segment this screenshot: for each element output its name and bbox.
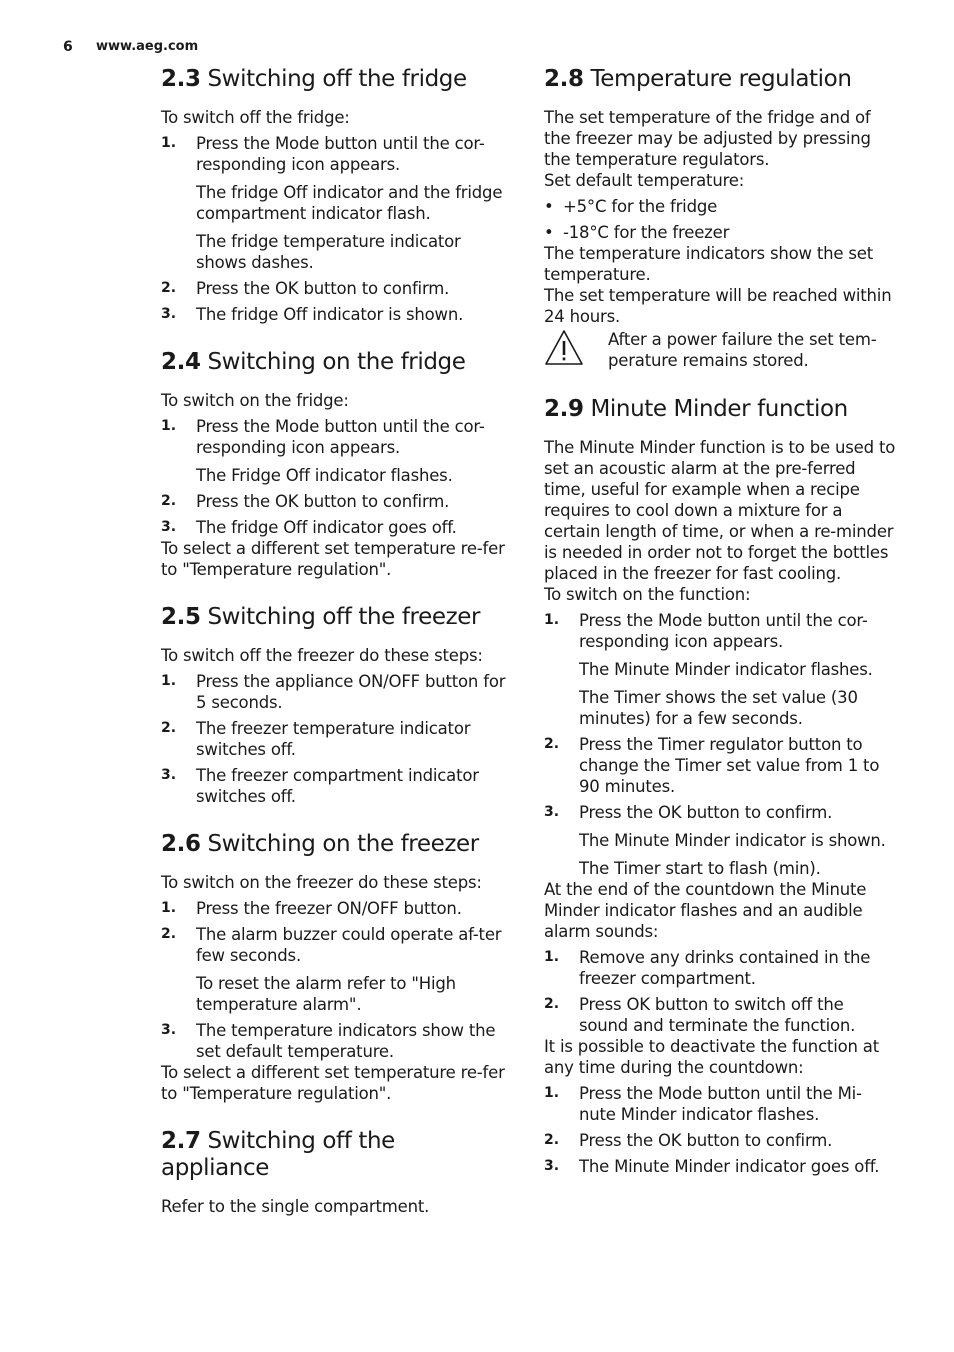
body-text: Set default temperature: [544, 171, 745, 190]
step-number: 3. [544, 1158, 560, 1174]
step-item [544, 802, 896, 823]
step-number: 3. [161, 767, 177, 783]
bullet-item [544, 196, 896, 217]
step-number: 3. [161, 306, 177, 322]
body-text: The set temperature of the fridge and of the freezer may be adjusted by pressing the temperature regulators. [544, 108, 871, 169]
step-note: The Minute Minder indicator is shown. [579, 831, 886, 850]
step-number: 1. [544, 949, 560, 965]
step-number: 1. [544, 612, 560, 628]
warning-text: After a power failure the set tem-perature remains stored. [608, 330, 877, 370]
intro-text: To switch off the freezer do these steps: [161, 646, 483, 665]
bullet-icon: • [544, 197, 554, 216]
step-text: Press the Mode button until the Mi-nute Minder indicator flashes. [579, 1084, 862, 1124]
intro-text: To switch on the fridge: [161, 391, 349, 410]
step-item [544, 734, 896, 797]
step-item [161, 898, 513, 919]
step-note: The fridge temperature indicator shows dashes. [196, 232, 461, 272]
section-title: Switching off the fridge [207, 66, 467, 92]
step-item [161, 924, 513, 966]
section-2-3 [161, 66, 513, 325]
step-number: 1. [544, 1085, 560, 1101]
step-item [161, 304, 513, 325]
section-number: 2.9 [544, 396, 584, 422]
step-note: The Fridge Off indicator flashes. [196, 466, 453, 485]
step-number: 2. [544, 1132, 560, 1148]
section-2-7 [161, 1128, 513, 1217]
website-url: www.aeg.com [96, 39, 199, 54]
step-note: The fridge Off indicator and the fridge compartment indicator flash. [196, 183, 503, 223]
step-item [161, 416, 513, 458]
page-number: 6 [63, 39, 73, 55]
section-number: 2.7 [161, 1128, 201, 1154]
step-note: The Timer start to flash (min). [579, 859, 821, 878]
section-number: 2.3 [161, 66, 201, 92]
step-number: 1. [161, 900, 177, 916]
step-number: 1. [161, 673, 177, 689]
step-text: The Minute Minder indicator goes off. [579, 1157, 880, 1176]
section-heading [544, 66, 896, 93]
step-text: Press OK button to switch off the sound and terminate the function. [579, 995, 856, 1035]
right-column [544, 66, 896, 1177]
section-heading [161, 66, 513, 93]
step-item [161, 517, 513, 538]
step-text: Press the Mode button until the cor-responding icon appears. [196, 134, 485, 174]
bullet-text: -18°C for the freezer [563, 223, 730, 242]
step-item [161, 278, 513, 299]
step-text: The fridge Off indicator is shown. [196, 305, 464, 324]
step-item [544, 1083, 896, 1125]
section-number: 2.5 [161, 604, 201, 630]
step-text: Press the Mode button until the cor-responding icon appears. [579, 611, 868, 651]
step-item [161, 491, 513, 512]
step-number: 2. [161, 926, 177, 942]
warning-note [544, 329, 896, 373]
section-heading [161, 349, 513, 376]
step-text: Press the Mode button until the cor-responding icon appears. [196, 417, 485, 457]
step-text: Press the Timer regulator button to change the Timer set value from 1 to 90 minutes. [579, 735, 880, 796]
bullet-text: +5°C for the fridge [563, 197, 718, 216]
intro-text: To switch off the fridge: [161, 108, 350, 127]
body-text: It is possible to deactivate the function at any time during the countdown: [544, 1037, 879, 1077]
step-text: The freezer compartment indicator switches off. [196, 766, 479, 806]
step-item [161, 718, 513, 760]
intro-text: Refer to the single compartment. [161, 1197, 430, 1216]
step-number: 2. [161, 720, 177, 736]
step-number: 3. [161, 1022, 177, 1038]
section-number: 2.6 [161, 831, 201, 857]
step-item [161, 765, 513, 807]
step-number: 3. [161, 519, 177, 535]
step-number: 2. [544, 736, 560, 752]
section-number: 2.4 [161, 349, 201, 375]
step-item [544, 610, 896, 652]
body-text: At the end of the countdown the Minute Minder indicator flashes and an audible alarm sounds: [544, 880, 867, 941]
body-text: The Minute Minder function is to be used to set an acoustic alarm at the pre-ferred time, useful for example when a recipe requires to cool down a mixture for a certain length of time, or when a re-minder is needed in order not to forget the bottles placed in the freezer for fast cooling. [544, 438, 896, 583]
step-text: Press the OK button to confirm. [579, 1131, 833, 1150]
section-2-9 [544, 396, 896, 1177]
step-text: The alarm buzzer could operate af-ter few seconds. [196, 925, 502, 965]
step-text: Press the OK button to confirm. [579, 803, 833, 822]
body-text: The set temperature will be reached within 24 hours. [544, 286, 892, 326]
section-2-6 [161, 831, 513, 1104]
section-heading [161, 1128, 421, 1182]
section-title: Switching off the freezer [207, 604, 481, 630]
step-item [544, 947, 896, 989]
step-text: Press the freezer ON/OFF button. [196, 899, 462, 918]
section-number: 2.8 [544, 66, 584, 92]
step-number: 1. [161, 135, 177, 151]
step-note: The Minute Minder indicator flashes. [579, 660, 873, 679]
step-item [544, 1156, 896, 1177]
body-text: To switch on the function: [544, 585, 751, 604]
step-note: The Timer shows the set value (30 minutes) for a few seconds. [579, 688, 858, 728]
step-item [161, 671, 513, 713]
section-title: Switching on the fridge [207, 349, 466, 375]
step-number: 2. [161, 280, 177, 296]
step-number: 2. [161, 493, 177, 509]
step-number: 3. [544, 804, 560, 820]
step-text: Press the OK button to confirm. [196, 492, 450, 511]
section-2-8 [544, 66, 896, 373]
section-title: Minute Minder function [590, 396, 848, 422]
step-item [161, 1020, 513, 1062]
bullet-icon: • [544, 223, 554, 242]
note-text: To select a different set temperature re-fer to "Temperature regulation". [161, 539, 505, 579]
step-note: To reset the alarm refer to "High temperature alarm". [196, 974, 456, 1014]
step-text: Remove any drinks contained in the freezer compartment. [579, 948, 871, 988]
section-title: Temperature regulation [590, 66, 852, 92]
step-text: The fridge Off indicator goes off. [196, 518, 457, 537]
section-2-4 [161, 349, 513, 580]
section-title: Switching off the appliance [161, 1128, 395, 1181]
step-number: 2. [544, 996, 560, 1012]
section-heading [544, 396, 896, 423]
warning-icon [544, 329, 584, 367]
note-text: To select a different set temperature re-fer to "Temperature regulation". [161, 1063, 505, 1103]
step-text: The freezer temperature indicator switches off. [196, 719, 471, 759]
section-heading [161, 831, 513, 858]
step-item [544, 1130, 896, 1151]
bullet-item [544, 222, 896, 243]
step-text: Press the OK button to confirm. [196, 279, 450, 298]
intro-text: To switch on the freezer do these steps: [161, 873, 482, 892]
section-title: Switching on the freezer [207, 831, 479, 857]
section-2-5 [161, 604, 513, 807]
section-heading [161, 604, 513, 631]
left-column [161, 66, 513, 1217]
step-item [161, 133, 513, 175]
body-text: The temperature indicators show the set temperature. [544, 244, 873, 284]
step-text: Press the appliance ON/OFF button for 5 seconds. [196, 672, 506, 712]
step-text: The temperature indicators show the set default temperature. [196, 1021, 496, 1061]
step-item [544, 994, 896, 1036]
step-number: 1. [161, 418, 177, 434]
